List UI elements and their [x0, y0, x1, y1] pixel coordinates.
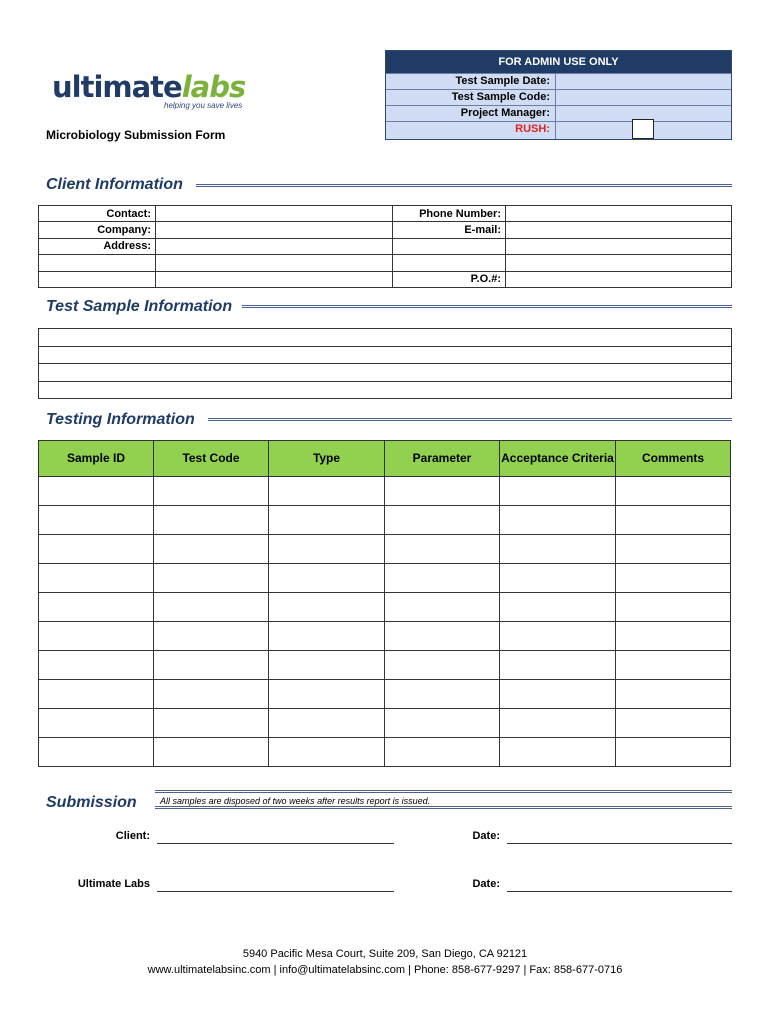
po-label: P.O.#: [393, 271, 506, 287]
logo-text-labs: labs [181, 70, 246, 104]
address-label: Address: [39, 238, 156, 254]
testing-cell[interactable] [616, 738, 731, 767]
testing-cell[interactable] [154, 564, 269, 593]
column-header: Type [269, 441, 385, 477]
testing-cell[interactable] [269, 622, 385, 651]
sample-info-table [38, 328, 732, 399]
testing-cell[interactable] [39, 680, 154, 709]
table-row [39, 477, 731, 506]
testing-cell[interactable] [500, 622, 616, 651]
table-header-row [39, 441, 731, 477]
testing-cell[interactable] [269, 564, 385, 593]
table-row [39, 564, 731, 593]
admin-row [386, 73, 731, 89]
table-row [39, 535, 731, 564]
table-row [39, 680, 731, 709]
testing-cell[interactable] [269, 738, 385, 767]
testing-cell[interactable] [616, 535, 731, 564]
testing-cell[interactable] [385, 564, 500, 593]
testing-cell[interactable] [500, 535, 616, 564]
testing-cell[interactable] [39, 593, 154, 622]
client-info-table [38, 205, 732, 288]
column-header: Parameter [385, 441, 500, 477]
testing-cell[interactable] [500, 564, 616, 593]
testing-cell[interactable] [269, 593, 385, 622]
footer-address: 5940 Pacific Mesa Court, Suite 209, San Diego, CA 92121 [242, 948, 528, 960]
form-title: Microbiology Submission Form [46, 128, 226, 142]
testing-table-body [39, 477, 731, 767]
testing-cell[interactable] [616, 564, 731, 593]
testing-cell[interactable] [269, 506, 385, 535]
testing-cell[interactable] [500, 651, 616, 680]
submission-heading: Submission [46, 794, 137, 811]
testing-cell[interactable] [154, 709, 269, 738]
testing-cell[interactable] [269, 680, 385, 709]
address-field[interactable] [156, 238, 393, 254]
testing-cell[interactable] [154, 738, 269, 767]
testing-cell[interactable] [616, 506, 731, 535]
table-row [39, 738, 731, 767]
section-rule [242, 305, 732, 308]
column-header: Test Code [154, 441, 269, 477]
company-logo [52, 70, 246, 110]
testing-info-table [38, 440, 731, 767]
client-info-heading: Client Information [46, 176, 183, 193]
admin-label-project-manager: Project Manager: [386, 106, 556, 121]
table-row [39, 506, 731, 535]
admin-use-box [385, 50, 732, 140]
company-field[interactable] [156, 222, 393, 238]
testing-cell[interactable] [154, 535, 269, 564]
testing-cell[interactable] [385, 593, 500, 622]
admin-label-sample-code: Test Sample Code: [386, 90, 556, 105]
email-label: E-mail: [393, 222, 506, 238]
logo-text-ultimate: ultimate [52, 70, 182, 104]
column-header: Comments [616, 441, 731, 477]
admin-field-sample-date[interactable] [556, 74, 731, 89]
blank-field[interactable] [506, 255, 732, 271]
testing-cell[interactable] [39, 738, 154, 767]
section-rule [208, 418, 732, 421]
blank-field[interactable] [506, 238, 732, 254]
testing-cell[interactable] [500, 680, 616, 709]
testing-cell[interactable] [616, 477, 731, 506]
phone-field[interactable] [506, 206, 732, 222]
lab-signature-line[interactable] [157, 891, 394, 892]
sample-info-field[interactable] [39, 381, 732, 399]
blank-label [39, 255, 156, 271]
testing-info-heading: Testing Information [46, 411, 195, 428]
testing-cell[interactable] [500, 593, 616, 622]
testing-cell[interactable] [616, 680, 731, 709]
disposal-note: All samples are disposed of two weeks after results report is issued. [160, 796, 431, 806]
testing-cell[interactable] [500, 477, 616, 506]
testing-cell[interactable] [385, 680, 500, 709]
section-rule [155, 806, 732, 809]
blank-label [393, 238, 506, 254]
admin-field-sample-code[interactable] [556, 90, 731, 105]
table-row [39, 651, 731, 680]
testing-cell[interactable] [154, 680, 269, 709]
table-row [39, 329, 732, 347]
client-signature-line[interactable] [157, 843, 394, 844]
testing-cell[interactable] [154, 477, 269, 506]
testing-cell[interactable] [154, 506, 269, 535]
table-row [39, 238, 732, 254]
lab-date-line[interactable] [507, 891, 732, 892]
testing-cell[interactable] [616, 651, 731, 680]
testing-cell[interactable] [385, 477, 500, 506]
email-field[interactable] [506, 222, 732, 238]
testing-cell[interactable] [385, 535, 500, 564]
address-field-3[interactable] [156, 271, 393, 287]
company-label: Company: [39, 222, 156, 238]
po-field[interactable] [506, 271, 732, 287]
testing-cell[interactable] [385, 738, 500, 767]
table-row [39, 364, 732, 382]
table-row [39, 381, 732, 399]
table-row [39, 346, 732, 364]
testing-cell[interactable] [385, 506, 500, 535]
lab-date-label: Date: [472, 878, 500, 890]
table-row [39, 255, 732, 271]
address-field-2[interactable] [156, 255, 393, 271]
admin-row [386, 89, 731, 105]
testing-cell[interactable] [269, 477, 385, 506]
testing-cell[interactable] [39, 477, 154, 506]
testing-cell[interactable] [154, 593, 269, 622]
blank-label [39, 271, 156, 287]
testing-cell[interactable] [39, 506, 154, 535]
logo-tagline: helping you save lives [164, 101, 243, 110]
testing-cell[interactable] [616, 709, 731, 738]
testing-cell[interactable] [616, 622, 731, 651]
testing-cell[interactable] [269, 709, 385, 738]
client-date-label: Date: [472, 830, 500, 842]
client-signature-label: Client: [115, 830, 150, 842]
testing-cell[interactable] [39, 622, 154, 651]
blank-label [393, 255, 506, 271]
footer-contact: www.ultimatelabsinc.com | info@ultimatelabsinc.com | Phone: 858-677-9297 | Fax: 858-677-0716 [147, 964, 623, 976]
table-row [39, 222, 732, 238]
sample-info-field[interactable] [39, 329, 732, 347]
table-row [39, 593, 731, 622]
sample-info-heading: Test Sample Information [46, 298, 233, 315]
table-row [39, 206, 732, 222]
sample-info-field[interactable] [39, 346, 732, 364]
sample-info-field[interactable] [39, 364, 732, 382]
table-row [39, 622, 731, 651]
testing-cell[interactable] [269, 651, 385, 680]
rush-label: RUSH: [386, 122, 556, 139]
admin-row [386, 105, 731, 121]
column-header: Acceptance Criteria [500, 441, 616, 477]
lab-signature-label: Ultimate Labs [77, 878, 150, 890]
phone-label: Phone Number: [393, 206, 506, 222]
client-date-line[interactable] [507, 843, 732, 844]
testing-cell[interactable] [616, 593, 731, 622]
testing-cell[interactable] [39, 651, 154, 680]
testing-cell[interactable] [154, 622, 269, 651]
testing-cell[interactable] [39, 564, 154, 593]
testing-cell[interactable] [269, 535, 385, 564]
section-rule [196, 184, 732, 187]
testing-cell[interactable] [500, 738, 616, 767]
testing-cell[interactable] [39, 709, 154, 738]
testing-cell[interactable] [385, 651, 500, 680]
contact-label: Contact: [39, 206, 156, 222]
admin-heading: FOR ADMIN USE ONLY [386, 51, 731, 73]
testing-cell[interactable] [39, 535, 154, 564]
section-rule [155, 790, 732, 793]
testing-cell[interactable] [500, 506, 616, 535]
table-row [39, 709, 731, 738]
admin-row-rush [386, 121, 731, 139]
admin-label-sample-date: Test Sample Date: [386, 74, 556, 89]
table-row [39, 271, 732, 287]
column-header: Sample ID [39, 441, 154, 477]
testing-cell[interactable] [385, 622, 500, 651]
contact-field[interactable] [156, 206, 393, 222]
rush-checkbox[interactable] [632, 119, 654, 139]
testing-cell[interactable] [154, 651, 269, 680]
testing-cell[interactable] [385, 709, 500, 738]
testing-cell[interactable] [500, 709, 616, 738]
